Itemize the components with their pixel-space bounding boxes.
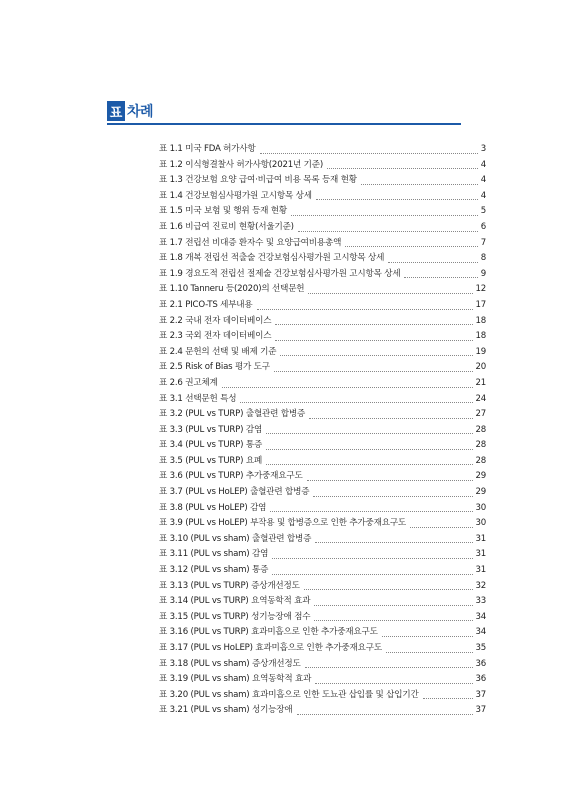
toc-entry[interactable] <box>159 485 486 501</box>
toc-entry-page: 3 <box>480 144 486 154</box>
toc-leader-dots <box>275 324 473 325</box>
toc-entry[interactable] <box>159 158 486 174</box>
toc-entry-title: 표 2.2 국내 전자 데이터베이스 <box>159 315 272 326</box>
toc-entry[interactable] <box>159 625 486 641</box>
toc-leader-dots <box>270 511 473 512</box>
toc-entry-page: 37 <box>475 705 486 716</box>
toc-entry[interactable] <box>159 703 486 719</box>
toc-entry-page: 20 <box>475 362 486 373</box>
toc-entry[interactable] <box>159 236 486 252</box>
toc-entry[interactable] <box>159 267 486 283</box>
toc-leader-dots <box>361 184 478 185</box>
toc-entry[interactable] <box>159 314 486 330</box>
toc-entry-title: 표 3.4 (PUL vs TURP) 통증 <box>159 440 263 451</box>
toc-entry-title: 표 1.3 건강보험 요양 급여·비급여 비용 목록 등재 현황 <box>159 175 357 186</box>
toc-entry-page: 28 <box>475 440 486 451</box>
toc-entry-page: 6 <box>480 221 486 232</box>
toc-entry-title: 표 3.14 (PUL vs TURP) 요역동학적 효과 <box>159 596 311 607</box>
toc-entry-page: 35 <box>475 643 486 653</box>
toc-entry-page: 12 <box>475 284 486 295</box>
toc-leader-dots <box>309 418 473 419</box>
toc-entry-page: 29 <box>475 487 486 498</box>
toc-entry[interactable] <box>159 563 486 579</box>
toc-entry[interactable] <box>159 142 486 158</box>
toc-entry[interactable] <box>159 376 486 392</box>
toc-entry-title: 표 3.17 (PUL vs HoLEP) 효과미흡으로 인한 추가중재요구도 <box>159 643 382 653</box>
toc-entry-title: 표 3.19 (PUL vs sham) 요역동학적 효과 <box>159 674 312 685</box>
toc-entry-title: 표 1.10 Tanneru 등(2020)의 선택문헌 <box>159 284 305 295</box>
toc-entry-page: 21 <box>475 377 486 388</box>
toc-entry-title: 표 2.5 Risk of Bias 평가 도구 <box>159 362 270 373</box>
toc-leader-dots <box>257 309 474 310</box>
toc-entry-title: 표 1.8 개복 전립선 적출술 건강보험심사평가원 고시항목 상세 <box>159 253 385 264</box>
toc-entry-title: 표 3.13 (PUL vs TURP) 증상개선정도 <box>159 580 300 591</box>
toc-entry[interactable] <box>159 345 486 361</box>
toc-entry-title: 표 3.3 (PUL vs TURP) 감염 <box>159 424 263 435</box>
toc-entry[interactable] <box>159 547 486 563</box>
toc-entry-page: 28 <box>475 424 486 435</box>
toc-leader-dots <box>275 340 473 341</box>
toc-leader-dots <box>272 558 473 559</box>
toc-leader-dots <box>260 153 478 154</box>
toc-entry[interactable] <box>159 516 486 532</box>
toc-entry[interactable] <box>159 360 486 376</box>
toc-entry-page: 7 <box>480 237 486 248</box>
toc-leader-dots <box>382 636 474 637</box>
toc-entry-page: 8 <box>480 253 486 264</box>
table-of-contents <box>159 142 486 719</box>
toc-leader-dots <box>297 714 474 715</box>
toc-leader-dots <box>314 620 473 621</box>
toc-entry-title: 표 3.2 (PUL vs TURP) 출혈관련 합병증 <box>159 409 306 420</box>
toc-heading <box>107 100 153 122</box>
toc-entry-title: 표 2.6 권고체계 <box>159 377 218 388</box>
toc-entry-page: 31 <box>475 565 486 576</box>
heading-rule <box>107 123 461 125</box>
toc-leader-dots <box>388 262 478 263</box>
toc-entry[interactable] <box>159 579 486 595</box>
toc-entry-title: 표 3.1 선택문헌 특성 <box>159 393 237 404</box>
toc-entry-title: 표 2.3 국외 전자 데이터베이스 <box>159 331 272 342</box>
toc-entry-title: 표 2.1 PICO-TS 세부내용 <box>159 299 253 310</box>
toc-entry[interactable] <box>159 251 486 267</box>
toc-leader-dots <box>304 589 474 590</box>
toc-entry-title: 표 3.7 (PUL vs HoLEP) 출혈관련 합병증 <box>159 487 310 498</box>
toc-entry-page: 36 <box>475 674 486 685</box>
toc-leader-dots <box>222 387 474 388</box>
toc-entry-page: 17 <box>475 299 486 310</box>
toc-leader-dots <box>240 402 473 403</box>
toc-entry-title: 표 1.9 경요도적 전립선 절제술 건강보험심사평가원 고시항목 상세 <box>159 268 401 279</box>
toc-leader-dots <box>313 496 473 497</box>
toc-entry-title: 표 3.16 (PUL vs TURP) 효과미흡으로 인한 추가중재요구도 <box>159 627 378 638</box>
toc-entry-title: 표 3.5 (PUL vs TURP) 요폐 <box>159 455 263 466</box>
toc-entry-title: 표 1.6 비급여 진료비 현황(서울기준) <box>159 221 294 232</box>
toc-leader-dots <box>327 168 478 169</box>
toc-entry-page: 4 <box>480 159 486 170</box>
toc-leader-dots <box>307 480 474 481</box>
toc-entry[interactable] <box>159 220 486 236</box>
toc-leader-dots <box>280 355 473 356</box>
toc-leader-dots <box>404 277 478 278</box>
toc-entry-title: 표 3.12 (PUL vs sham) 통증 <box>159 565 269 576</box>
toc-entry-title: 표 1.7 전립선 비대증 환자수 및 요양급여비용총액 <box>159 237 342 248</box>
toc-entry-page: 33 <box>475 596 486 607</box>
toc-entry[interactable] <box>159 610 486 626</box>
toc-leader-dots <box>308 293 473 294</box>
toc-entry-title: 표 3.15 (PUL vs TURP) 성기능장애 점수 <box>159 611 311 622</box>
toc-leader-dots <box>266 464 473 465</box>
toc-entry[interactable] <box>159 594 486 610</box>
toc-entry[interactable] <box>159 454 486 470</box>
toc-entry[interactable] <box>159 329 486 345</box>
toc-entry-page: 27 <box>475 409 486 420</box>
toc-entry-page: 36 <box>475 658 486 669</box>
toc-entry-page: 29 <box>475 471 486 482</box>
toc-entry-page: 9 <box>480 268 486 279</box>
toc-entry-page: 32 <box>475 580 486 591</box>
toc-leader-dots <box>410 527 473 528</box>
toc-leader-dots <box>266 449 473 450</box>
toc-entry[interactable] <box>159 438 486 454</box>
toc-entry-page: 34 <box>475 611 486 622</box>
toc-entry-page: 30 <box>475 518 486 529</box>
toc-leader-dots <box>316 199 478 200</box>
toc-entry[interactable] <box>159 204 486 220</box>
toc-entry[interactable] <box>159 423 486 439</box>
toc-entry[interactable] <box>159 407 486 423</box>
toc-entry[interactable] <box>159 688 486 704</box>
toc-entry-title: 표 2.4 문헌의 선택 및 배제 기준 <box>159 346 277 357</box>
toc-entry-title: 표 3.18 (PUL vs sham) 증상개선정도 <box>159 658 301 669</box>
toc-entry-title: 표 3.6 (PUL vs TURP) 추가중재요구도 <box>159 471 303 482</box>
toc-entry-page: 37 <box>475 689 486 700</box>
toc-leader-dots <box>272 574 473 575</box>
toc-entry-page: 4 <box>480 175 486 186</box>
toc-entry-page: 19 <box>475 346 486 357</box>
toc-entry-page: 24 <box>475 393 486 404</box>
toc-entry-page: 18 <box>475 315 486 326</box>
toc-entry[interactable] <box>159 189 486 205</box>
toc-leader-dots <box>305 667 474 668</box>
toc-entry[interactable] <box>159 532 486 548</box>
toc-entry-page: 5 <box>480 206 486 217</box>
toc-entry[interactable] <box>159 298 486 314</box>
toc-leader-dots <box>386 652 474 653</box>
toc-entry-title: 표 1.1 미국 FDA 허가사항 <box>159 144 256 154</box>
toc-entry-page: 31 <box>475 549 486 560</box>
toc-entry-title: 표 3.11 (PUL vs sham) 감염 <box>159 549 269 560</box>
toc-entry-page: 4 <box>480 190 486 201</box>
toc-entry-page: 28 <box>475 455 486 466</box>
toc-entry[interactable] <box>159 392 486 408</box>
toc-leader-dots <box>423 698 474 699</box>
toc-entry[interactable] <box>159 657 486 673</box>
toc-entry[interactable] <box>159 173 486 189</box>
toc-entry-page: 30 <box>475 502 486 513</box>
heading-badge: 표 <box>107 101 125 121</box>
toc-leader-dots <box>291 215 478 216</box>
toc-entry[interactable] <box>159 469 486 485</box>
toc-entry[interactable] <box>159 672 486 688</box>
toc-entry-title: 표 3.21 (PUL vs sham) 성기능장애 <box>159 705 293 716</box>
toc-entry-title: 표 3.9 (PUL vs HoLEP) 부작용 및 합병증으로 인한 추가중재요구도 <box>159 518 407 529</box>
toc-entry-page: 31 <box>475 533 486 544</box>
page-title: 차례 <box>127 104 154 120</box>
toc-leader-dots <box>314 605 473 606</box>
toc-entry[interactable] <box>159 282 486 298</box>
toc-entry-title: 표 3.10 (PUL vs sham) 출혈관련 합병증 <box>159 533 312 544</box>
toc-entry-title: 표 3.20 (PUL vs sham) 효과미흡으로 인한 도뇨관 삽입률 및 삽입기간 <box>159 689 419 700</box>
toc-entry-title: 표 1.4 건강보험심사평가원 고시항목 상세 <box>159 190 312 201</box>
toc-entry-title: 표 1.2 이식형결찰사 허가사항(2021년 기준) <box>159 159 323 170</box>
toc-leader-dots <box>266 433 473 434</box>
toc-entry-page: 18 <box>475 331 486 342</box>
toc-entry[interactable] <box>159 641 486 657</box>
toc-leader-dots <box>298 231 478 232</box>
toc-entry-page: 34 <box>475 627 486 638</box>
toc-leader-dots <box>274 371 474 372</box>
toc-leader-dots <box>315 683 473 684</box>
toc-leader-dots <box>315 542 473 543</box>
toc-entry[interactable] <box>159 501 486 517</box>
toc-entry-title: 표 1.5 미국 보험 및 행위 등재 현황 <box>159 206 288 217</box>
toc-leader-dots <box>345 246 478 247</box>
toc-entry-title: 표 3.8 (PUL vs HoLEP) 감염 <box>159 502 267 513</box>
